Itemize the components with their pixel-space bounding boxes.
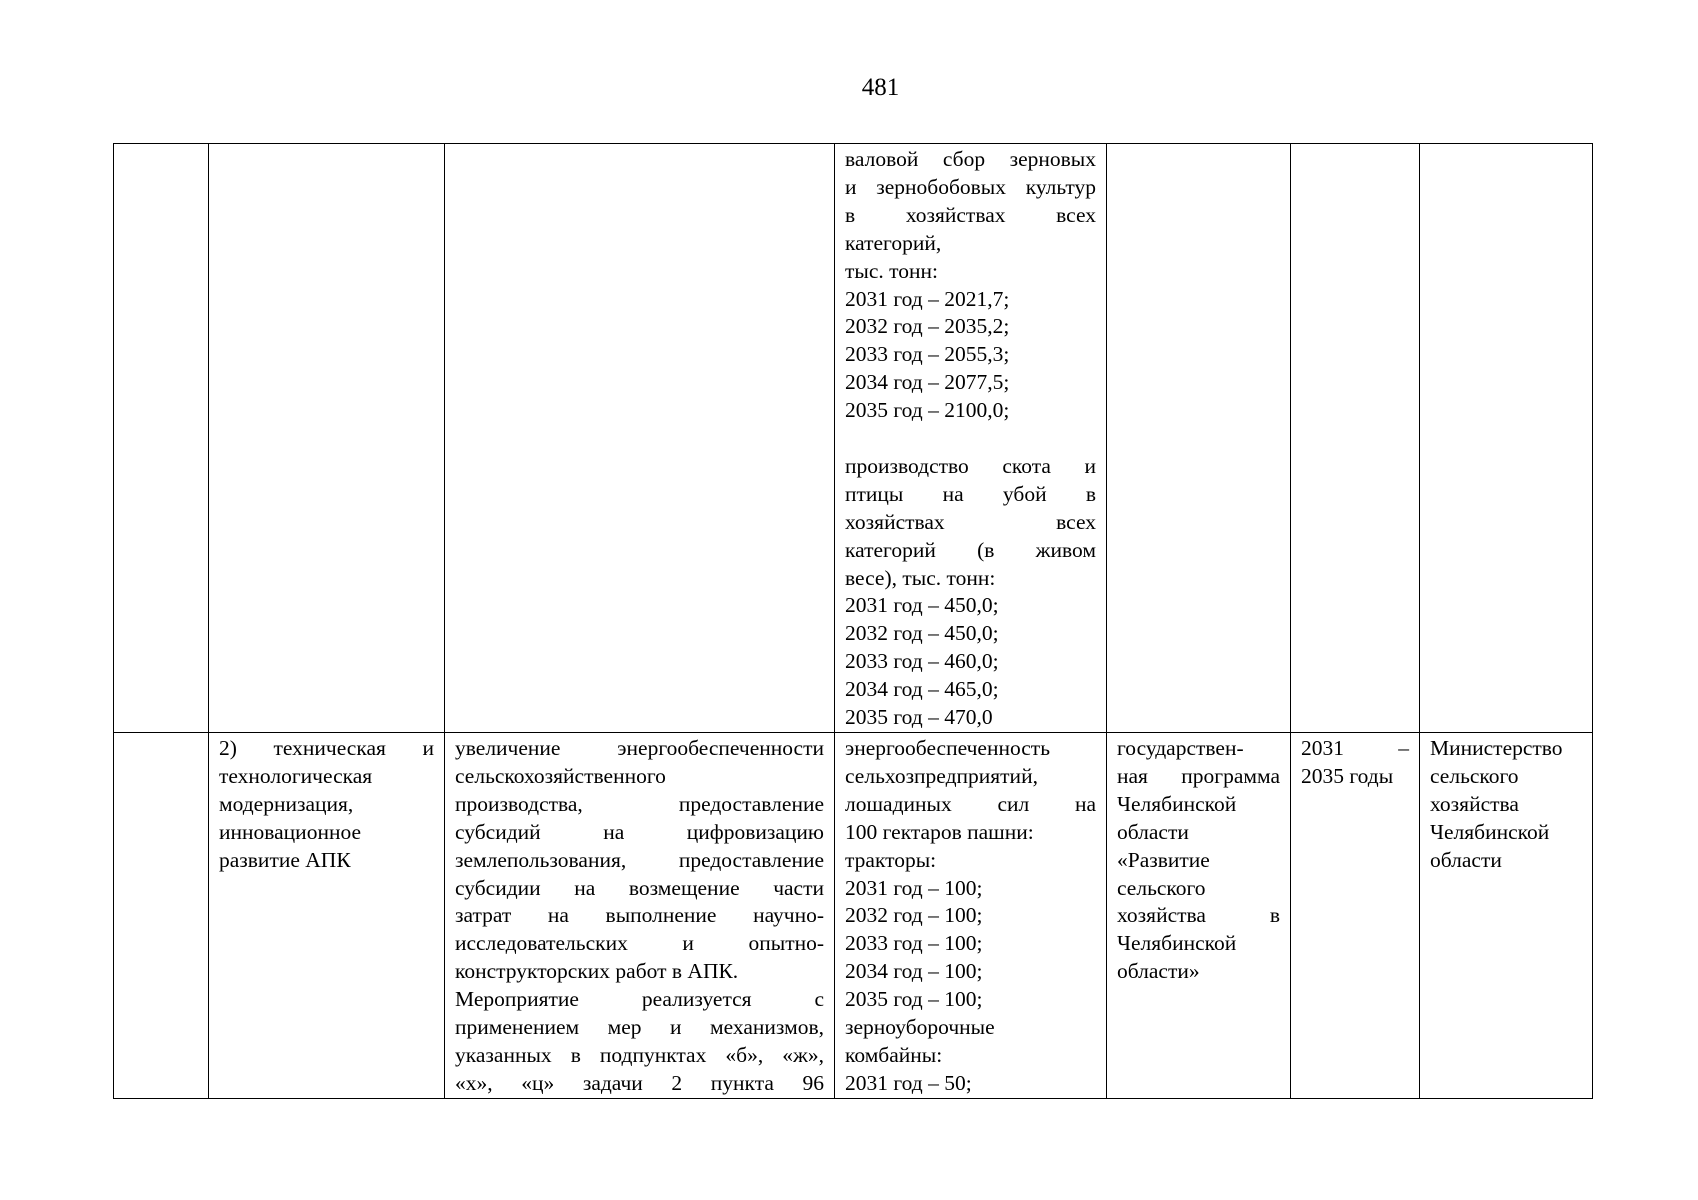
text-line: 2035 год – 470,0 [845,705,993,730]
text-line: в хозяйствах всех [845,202,1096,227]
cell-task [209,144,445,733]
text-line: Мероприятие реализуется с [455,987,824,1012]
cell-indicators [835,733,1107,1099]
text-line: модернизация, [219,791,354,816]
text-line: 2034 год – 465,0; [845,677,999,702]
text-line: исследовательских и опытно- [455,931,824,956]
cell-period [1291,733,1420,1099]
cell-activity [445,733,835,1099]
text-line: Челябинской [1430,819,1550,844]
text-line: тыс. тонн: [845,258,938,283]
text-line: развитие АПК [219,847,351,872]
text-line: хозяйствах всех [845,509,1096,534]
text-line: лошадиных сил на [845,791,1096,816]
text-line: «х», «ц» задачи 2 пункта 96 [455,1070,824,1095]
text-line: и зернобобовых культур [845,174,1096,199]
text-line: области» [1117,959,1200,984]
text-line: субсидий на цифровизацию [455,819,824,844]
text-line: 2033 год – 100; [845,931,983,956]
text-line: 2033 год – 460,0; [845,649,999,674]
text-line: области [1117,819,1189,844]
text-line: хозяйства [1430,791,1519,816]
cell-program [1107,733,1291,1099]
text-line: категорий (в живом [845,537,1096,562]
text-line: технологическая [219,763,373,788]
text-line: «Развитие [1117,847,1210,872]
text-line: производство скота и [845,453,1096,478]
text-line: сельхозпредприятий, [845,763,1038,788]
cell-period [1291,144,1420,733]
text-line: 2033 год – 2055,3; [845,342,1010,367]
indicators-text [845,735,1096,1098]
text-line: комбайны: [845,1042,943,1067]
text-line: 2032 год – 450,0; [845,621,999,646]
text-line: энергообеспеченность [845,736,1050,761]
cell-program [1107,144,1291,733]
cell-task [209,733,445,1099]
program-table [113,143,1593,1099]
text-line: зерноуборочные [845,1015,995,1040]
text-line: субсидии на возмещение части [455,875,824,900]
activity-text [455,735,824,1098]
text-line: весе), тыс. тонн: [845,565,996,590]
cell-responsible [1420,733,1593,1099]
task-text [219,735,434,875]
text-line: сельского [1430,763,1519,788]
text-line: категорий, [845,230,942,255]
text-line: 2035 год – 100; [845,987,983,1012]
text-line: Челябинской [1117,791,1237,816]
text-line: 2035 год – 2100,0; [845,398,1010,423]
cell-number [114,733,209,1099]
cell-indicators [835,144,1107,733]
program-text [1117,735,1280,986]
page-number: 481 [861,74,900,101]
text-line: инновационное [219,819,362,844]
text-line: валовой сбор зерновых [845,147,1096,171]
text-line: 2035 годы [1301,763,1394,788]
text-line: указанных в подпунктах «б», «ж», [455,1042,824,1067]
table-row [114,144,1593,733]
text-line: Министерство [1430,736,1563,761]
text-line: увеличение энергообеспеченности [455,736,824,761]
cell-responsible [1420,144,1593,733]
text-line: 2) техническая и [219,736,434,761]
text-line: 2032 год – 100; [845,903,983,928]
responsible-text [1430,735,1582,875]
text-line: 2031 год – 450,0; [845,593,999,618]
text-line: 2034 год – 2077,5; [845,370,1010,395]
text-line: области [1430,847,1502,872]
text-line: затрат на выполнение научно- [455,903,824,928]
cell-number [114,144,209,733]
text-line: сельскохозяйственного [455,763,666,788]
text-line: 2031 – [1301,736,1409,761]
text-line: применением мер и механизмов, [455,1015,824,1040]
text-line: землепользования, предоставление [455,847,824,872]
text-line: хозяйства в [1117,903,1280,928]
text-line: 100 гектаров пашни: [845,819,1034,844]
text-line: тракторы: [845,847,937,872]
text-line: 2034 год – 100; [845,959,983,984]
text-line: птицы на убой в [845,481,1096,506]
text-line: сельского [1117,875,1206,900]
indicators-text [845,146,1096,732]
text-line: 2032 год – 2035,2; [845,314,1010,339]
text-line: конструкторских работ в АПК. [455,959,739,984]
text-line: 2031 год – 50; [845,1070,972,1095]
text-line: государствен- [1117,736,1244,761]
text-line: Челябинской [1117,931,1237,956]
text-line: 2031 год – 100; [845,875,983,900]
text-line: ная программа [1117,763,1280,788]
text-line: производства, предоставление [455,791,824,816]
cell-activity [445,144,835,733]
period-text [1301,735,1409,791]
text-line [845,425,1096,453]
table-row [114,733,1593,1099]
text-line: 2031 год – 2021,7; [845,286,1010,311]
